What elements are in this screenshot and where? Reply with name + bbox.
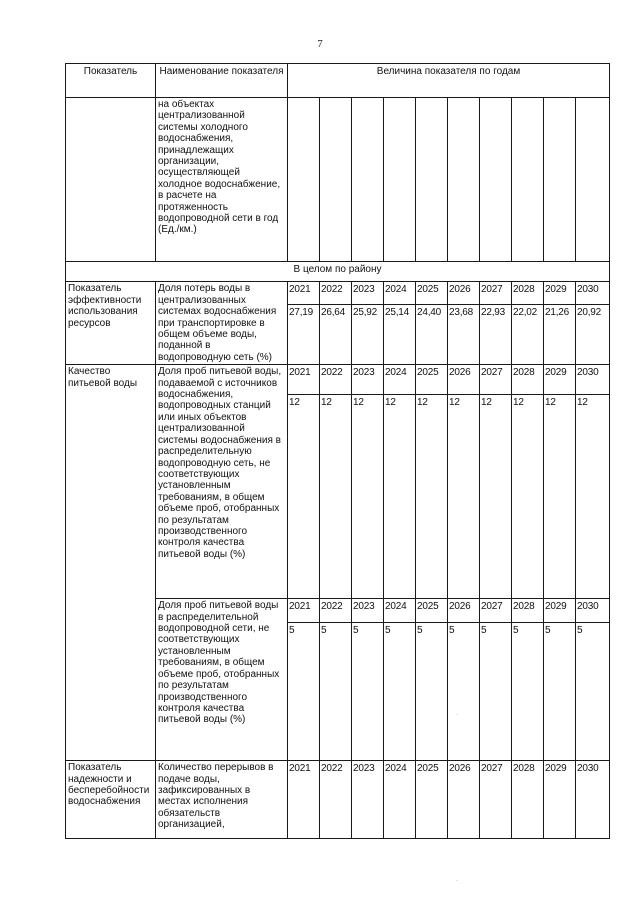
year-cell: 2030: [576, 599, 610, 623]
value-cell: 5: [512, 623, 544, 761]
quality1-name: Доля проб питьевой воды, подаваемой с источников водоснабжения, водопроводных станций или иных объектов централизованной системы водоснабжения в распределительную водопроводную сеть, не соответствующих установленным требованиям, в общем объеме проб, отобранных по результатам производственного контроля качества питьевой воды (%): [156, 365, 288, 599]
year-cell: 2026: [448, 365, 480, 395]
header-name: Наименование показателя: [156, 64, 288, 98]
empty-cell: [544, 98, 576, 262]
year-cell: 2024: [384, 761, 416, 839]
header-values-by-year: Величина показателя по годам: [288, 64, 610, 98]
year-cell: 2027: [480, 282, 512, 305]
year-cell: 2028: [512, 282, 544, 305]
section-row: [66, 262, 610, 282]
year-cell: 2021: [288, 761, 320, 839]
year-cell: 2026: [448, 599, 480, 623]
value-cell: 5: [288, 623, 320, 761]
empty-cell: [576, 98, 610, 262]
page-number: 7: [317, 38, 323, 50]
year-cell: 2029: [544, 365, 576, 395]
value-cell: 12: [384, 395, 416, 599]
value-cell: 12: [288, 395, 320, 599]
value-cell: 5: [320, 623, 352, 761]
value-cell: 5: [416, 623, 448, 761]
year-cell: 2024: [384, 599, 416, 623]
value-cell: 25,14: [384, 305, 416, 365]
scan-speck: ·: [456, 712, 458, 718]
value-cell: 12: [512, 395, 544, 599]
empty-cell: [480, 98, 512, 262]
value-cell: 5: [448, 623, 480, 761]
value-cell: 12: [480, 395, 512, 599]
efficiency-name: Доля потерь воды в централизованных системах водоснабжения при транспортировке в общем объеме воды, поданной в водопроводную сеть (%): [156, 282, 288, 365]
quality2-name: Доля проб питьевой воды в распределительной водопроводной сети, не соответствующих установленным требованиям, в общем объеме проб, отобранных по результатам производственного контроля качества питьевой воды (%): [156, 599, 288, 761]
value-cell: 5: [576, 623, 610, 761]
cont-name-cell: на объектах централизованной системы холодного водоснабжения, принадлежащих организации, осуществляющей холодное водоснабжение, в расчете на протяженность водопроводной сети в год (Ед./км.): [156, 98, 288, 262]
cont-indicator-cell: [66, 98, 156, 262]
empty-cell: [416, 98, 448, 262]
value-cell: 20,92: [576, 305, 610, 365]
year-cell: 2021: [288, 365, 320, 395]
empty-cell: [320, 98, 352, 262]
value-cell: 5: [544, 623, 576, 761]
year-cell: 2022: [320, 761, 352, 839]
value-cell: 5: [352, 623, 384, 761]
indicators-table: [65, 63, 610, 839]
year-cell: 2023: [352, 365, 384, 395]
value-cell: 5: [384, 623, 416, 761]
year-cell: 2027: [480, 365, 512, 395]
empty-cell: [352, 98, 384, 262]
empty-cell: [288, 98, 320, 262]
year-cell: 2025: [416, 761, 448, 839]
year-cell: 2029: [544, 282, 576, 305]
value-cell: 21,26: [544, 305, 576, 365]
empty-cell: [384, 98, 416, 262]
section-title: В целом по району: [66, 262, 610, 282]
year-cell: 2022: [320, 282, 352, 305]
year-cell: 2023: [352, 599, 384, 623]
year-cell: 2021: [288, 282, 320, 305]
quality-indicator: Качество питьевой воды: [66, 365, 156, 761]
reliability-row: [66, 761, 610, 839]
year-cell: 2026: [448, 282, 480, 305]
value-cell: 25,92: [352, 305, 384, 365]
year-cell: 2027: [480, 599, 512, 623]
year-cell: 2028: [512, 761, 544, 839]
continuation-row: [66, 98, 610, 262]
value-cell: 22,02: [512, 305, 544, 365]
year-cell: 2021: [288, 599, 320, 623]
scan-mark: ·: [456, 878, 458, 884]
year-cell: 2022: [320, 365, 352, 395]
reliability-name: Количество перерывов в подаче воды, зафиксированных в местах исполнения обязательств организацией,: [156, 761, 288, 839]
year-cell: 2025: [416, 282, 448, 305]
value-cell: 26,64: [320, 305, 352, 365]
efficiency-indicator: Показатель эффективности использования ресурсов: [66, 282, 156, 365]
year-cell: 2025: [416, 365, 448, 395]
value-cell: 24,40: [416, 305, 448, 365]
quality1-years-row: [66, 365, 610, 395]
year-cell: 2030: [576, 282, 610, 305]
header-row: [66, 64, 610, 98]
value-cell: 12: [352, 395, 384, 599]
year-cell: 2022: [320, 599, 352, 623]
value-cell: 22,93: [480, 305, 512, 365]
year-cell: 2025: [416, 599, 448, 623]
year-cell: 2028: [512, 365, 544, 395]
empty-cell: [512, 98, 544, 262]
value-cell: 12: [416, 395, 448, 599]
empty-cell: [448, 98, 480, 262]
year-cell: 2027: [480, 761, 512, 839]
value-cell: 12: [576, 395, 610, 599]
year-cell: 2030: [576, 761, 610, 839]
year-cell: 2023: [352, 761, 384, 839]
year-cell: 2026: [448, 761, 480, 839]
year-cell: 2028: [512, 599, 544, 623]
value-cell: 23,68: [448, 305, 480, 365]
year-cell: 2024: [384, 282, 416, 305]
value-cell: 12: [448, 395, 480, 599]
year-cell: 2024: [384, 365, 416, 395]
year-cell: 2023: [352, 282, 384, 305]
reliability-indicator: Показатель надежности и бесперебойности водоснабжения: [66, 761, 156, 839]
value-cell: 12: [320, 395, 352, 599]
year-cell: 2029: [544, 761, 576, 839]
value-cell: 27,19: [288, 305, 320, 365]
year-cell: 2030: [576, 365, 610, 395]
header-indicator: Показатель: [66, 64, 156, 98]
value-cell: 12: [544, 395, 576, 599]
efficiency-years-row: [66, 282, 610, 305]
value-cell: 5: [480, 623, 512, 761]
year-cell: 2029: [544, 599, 576, 623]
